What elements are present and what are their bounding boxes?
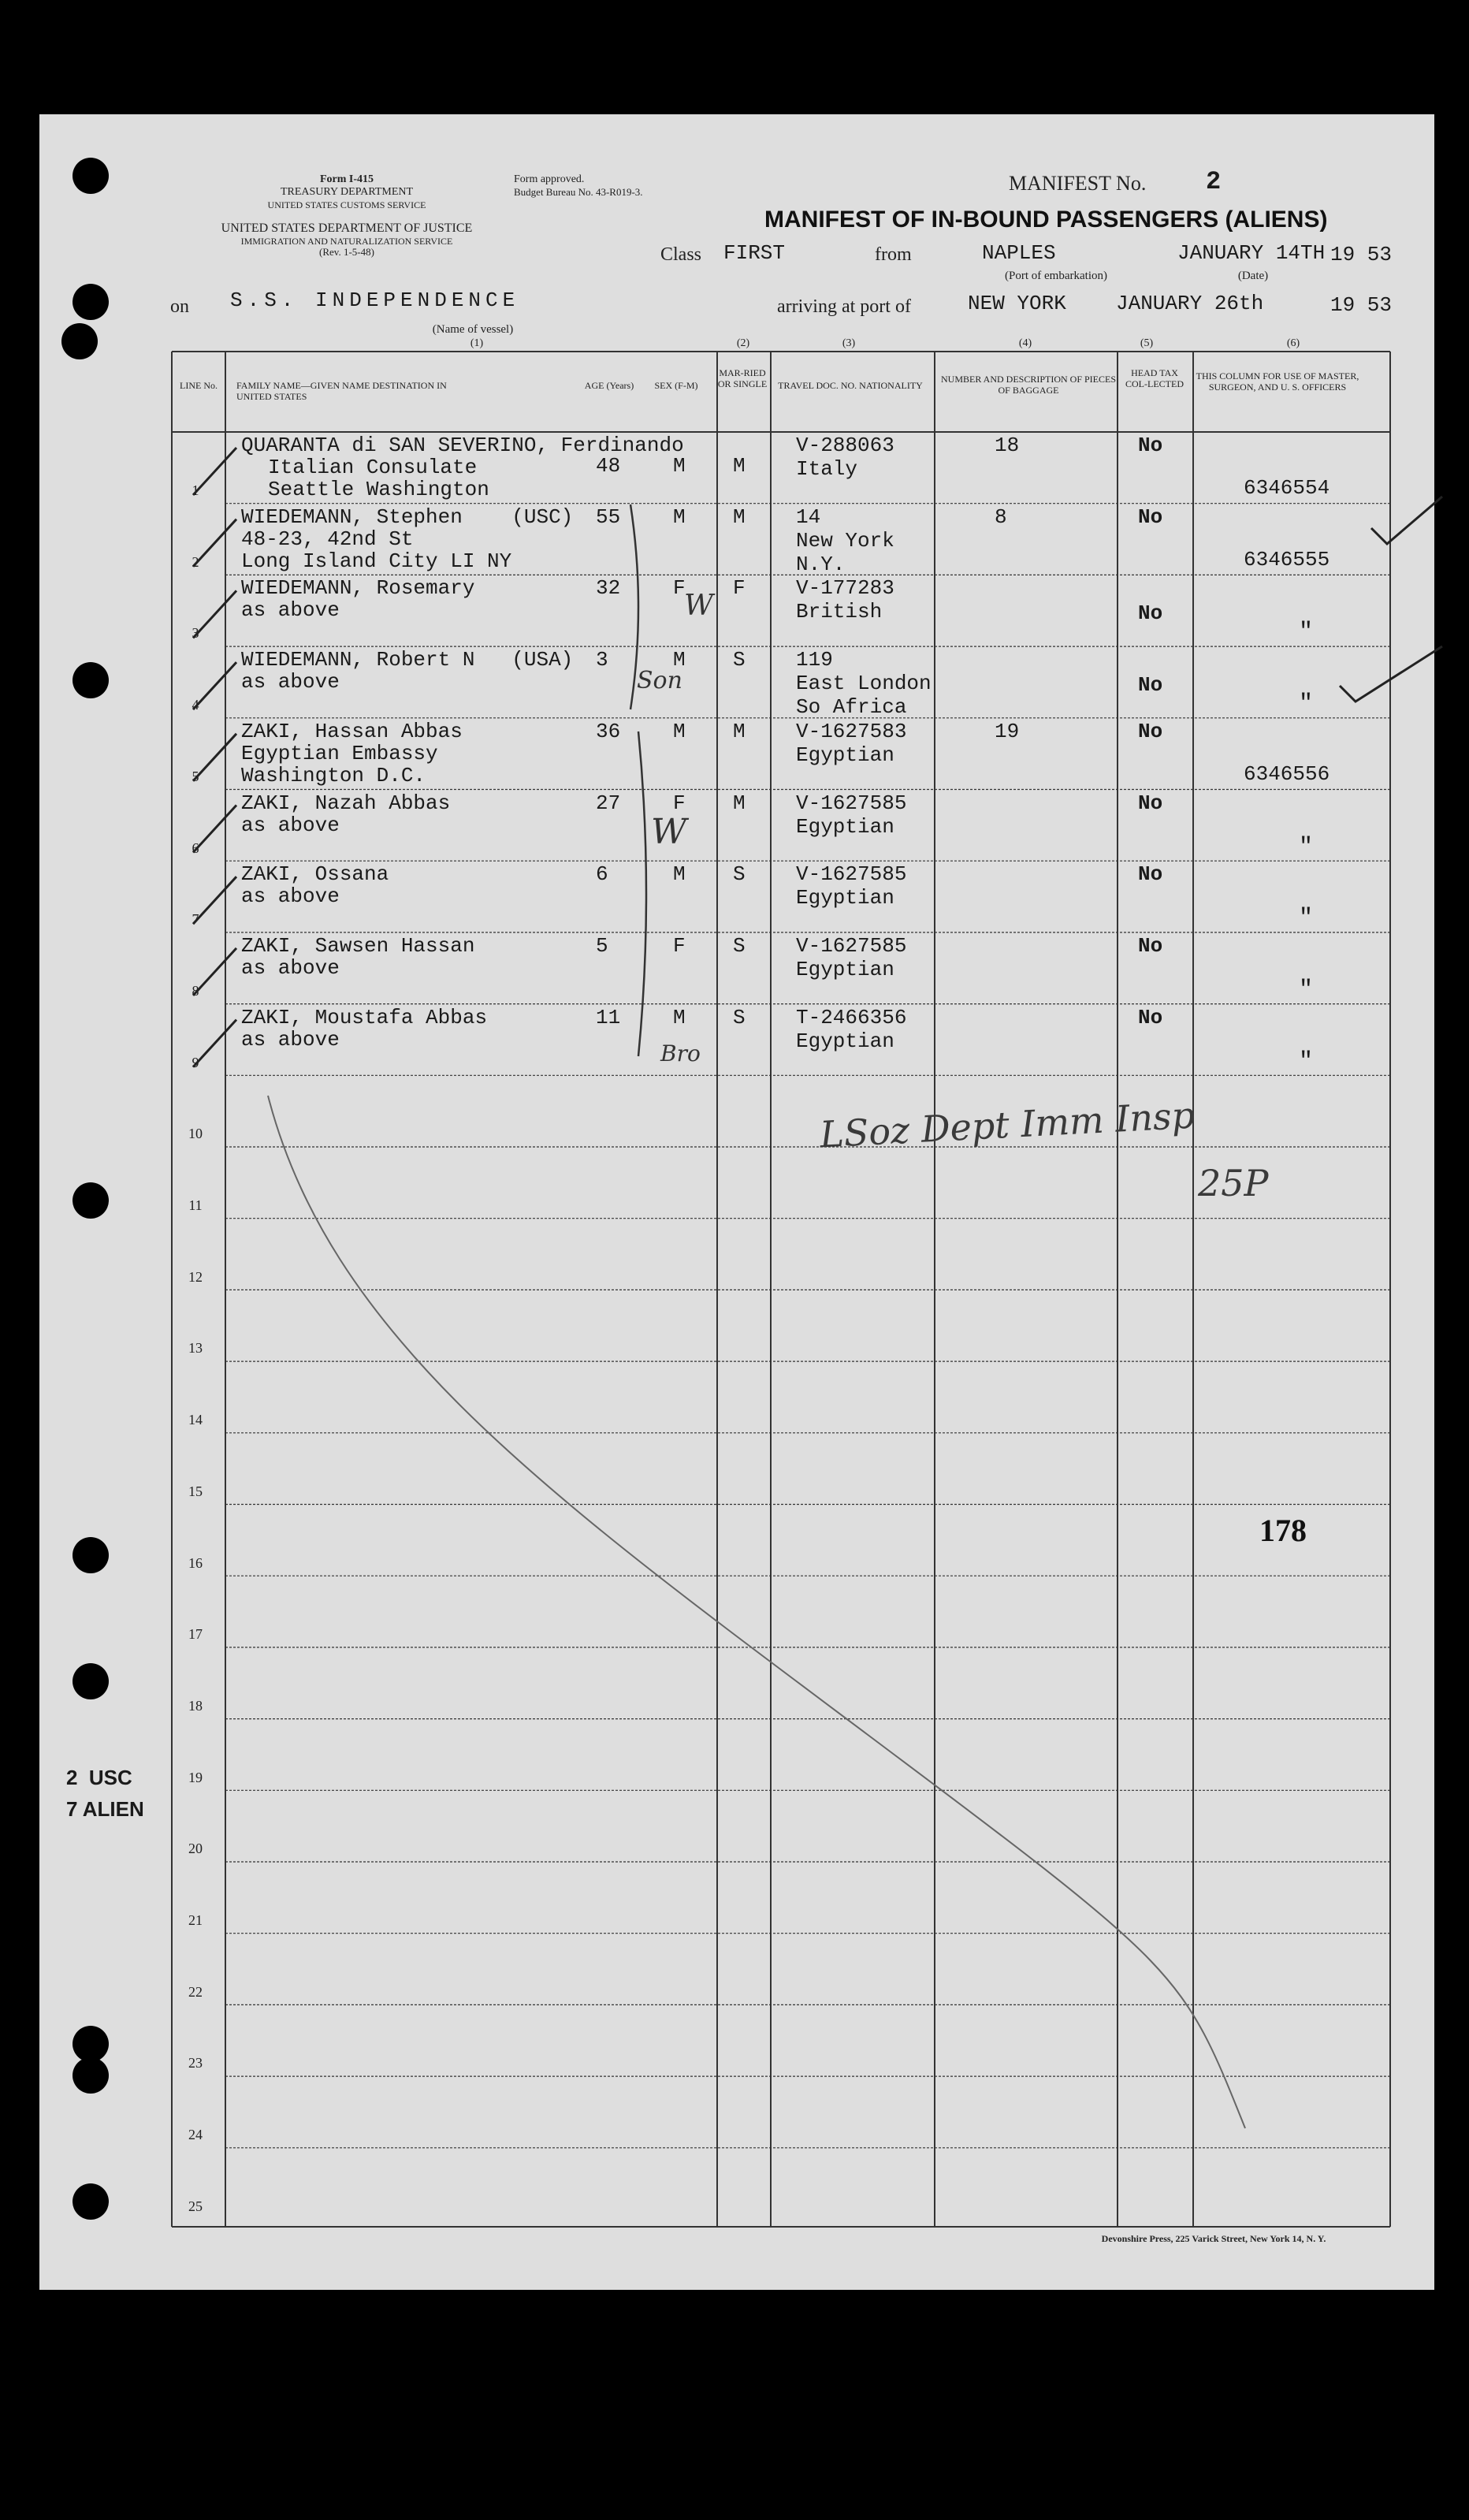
from-value: NAPLES: [982, 241, 1056, 265]
vessel-value: S.S. INDEPENDENCE: [230, 288, 520, 312]
sex-value: M: [673, 454, 686, 478]
travel-doc-line: British: [796, 600, 883, 624]
line-number: 7: [192, 911, 199, 928]
officer-note: 6346556: [1244, 761, 1330, 786]
sex-value: M: [673, 648, 686, 672]
sex-value: M: [673, 504, 686, 529]
travel-doc-line: Egyptian: [796, 886, 894, 910]
passenger-name-line: as above: [241, 670, 340, 694]
officer-note: ": [1299, 833, 1314, 861]
officer-note: ": [1299, 690, 1314, 718]
manifest-no-value: 2: [1206, 167, 1222, 196]
line-number: 2: [192, 553, 199, 570]
passenger-name-line: 48-23, 42nd St: [241, 527, 414, 551]
passenger-name-line: as above: [241, 955, 340, 980]
age-value: 27: [596, 791, 621, 815]
officer-note: 6346555: [1244, 547, 1330, 571]
justice-label: UNITED STATES DEPARTMENT OF JUSTICE: [221, 221, 473, 235]
sex-value: M: [673, 862, 686, 887]
line-number: 21: [188, 1912, 203, 1928]
passenger-name-line: Egyptian Embassy: [241, 741, 438, 765]
head-tax-value: No: [1138, 1005, 1163, 1029]
marital-value: S: [733, 648, 746, 672]
line-number: 17: [188, 1626, 203, 1643]
age-value: 32: [596, 576, 621, 601]
travel-doc-line: V-177283: [796, 576, 894, 601]
travel-doc-line: N.Y.: [796, 552, 846, 576]
travel-doc-line: V-1627585: [796, 791, 907, 815]
travel-doc-line: Egyptian: [796, 957, 894, 981]
marital-value: M: [733, 454, 746, 478]
bracket-mark: [638, 731, 646, 1056]
line-number: 1: [192, 482, 199, 498]
sex-value: M: [673, 1005, 686, 1029]
age-value: 6: [596, 862, 608, 887]
marital-value: S: [733, 862, 746, 887]
from-label: from: [875, 244, 912, 265]
travel-doc-line: 119: [796, 648, 833, 672]
travel-doc-line: So Africa: [796, 695, 907, 720]
travel-doc-line: New York: [796, 528, 894, 553]
port-embarkation-label: (Port of embarkation): [1005, 270, 1107, 282]
line-number: 16: [188, 1554, 203, 1571]
passenger-name-line: ZAKI, Hassan Abbas: [241, 719, 463, 743]
marital-value: M: [733, 791, 746, 815]
marital-value: S: [733, 933, 746, 958]
passenger-name-line: WIEDEMANN, Robert N (USA): [241, 648, 574, 672]
age-value: 55: [596, 504, 621, 529]
line-number: 22: [188, 1983, 203, 2000]
handwritten-bro: Bro: [660, 1040, 701, 1066]
travel-doc-line: V-1627583: [796, 719, 907, 743]
class-label: Class: [660, 244, 702, 265]
class-value: FIRST: [723, 241, 786, 265]
handwritten-w: W: [684, 590, 714, 622]
line-number: 12: [188, 1268, 203, 1285]
pen-stroke: [268, 1093, 1245, 2128]
head-tax-value: No: [1138, 673, 1163, 698]
marital-value: S: [733, 1005, 746, 1029]
age-value: 11: [596, 1005, 621, 1029]
revision-label: (Rev. 1-5-48): [319, 246, 374, 258]
marital-value: F: [733, 576, 746, 601]
line-number: 8: [192, 982, 199, 999]
col-header-travel-doc: TRAVEL DOC. NO. NATIONALITY: [778, 380, 923, 391]
col-header-married: MAR-RIED OR SINGLE: [717, 367, 768, 389]
travel-doc-line: V-1627585: [796, 933, 907, 958]
age-value: 48: [596, 454, 621, 478]
head-tax-value: No: [1138, 434, 1163, 457]
line-number: 6: [192, 839, 199, 856]
marital-value: M: [733, 504, 746, 529]
col-header-officers: THIS COLUMN FOR USE OF MASTER, SURGEON, AND U. S. OFFICERS: [1196, 370, 1359, 393]
passenger-name-line: as above: [241, 1027, 340, 1052]
customs-label: UNITED STATES CUSTOMS SERVICE: [267, 199, 426, 210]
handwritten-son: Son: [637, 667, 682, 694]
age-value: 36: [596, 719, 621, 743]
passenger-name-line: Washington D.C.: [241, 763, 426, 787]
line-number: 13: [188, 1340, 203, 1357]
line-number: 18: [188, 1697, 203, 1714]
form-number: Form I-415: [319, 173, 374, 185]
col-number: (2): [736, 337, 750, 349]
travel-doc-line: Egyptian: [796, 743, 894, 767]
line-number: 4: [192, 697, 199, 713]
passenger-name-line: ZAKI, Moustafa Abbas: [241, 1005, 488, 1029]
col-header-age: AGE (Years): [584, 380, 634, 391]
col-number: (3): [842, 337, 856, 349]
date-year: 19 53: [1330, 243, 1393, 266]
margin-note: 2 USC: [66, 1766, 132, 1789]
page-title: MANIFEST OF IN-BOUND PASSENGERS (ALIENS): [764, 207, 1328, 233]
travel-doc-line: Egyptian: [796, 1029, 894, 1053]
head-tax-value: No: [1138, 791, 1163, 815]
sex-value: F: [673, 791, 686, 815]
line-number: 23: [188, 2055, 203, 2071]
arriving-year: 19 53: [1330, 293, 1393, 317]
line-number: 10: [188, 1126, 203, 1142]
date-label: (Date): [1237, 270, 1269, 282]
passenger-name-line: as above: [241, 813, 340, 837]
treasury-label: TREASURY DEPARTMENT: [280, 186, 414, 198]
col-header-sex: SEX (F-M): [654, 380, 698, 391]
date-value: JANUARY 14TH: [1177, 241, 1326, 265]
officer-note: ": [1299, 619, 1314, 646]
col-number: (6): [1286, 337, 1300, 349]
officer-note: ": [1299, 1048, 1314, 1075]
margin-note: 7 ALIEN: [66, 1797, 144, 1821]
travel-doc-line: East London: [796, 672, 932, 696]
budget-bureau: Budget Bureau No. 43-R019-3.: [514, 186, 643, 198]
passenger-name-line: Seattle Washington: [268, 478, 489, 501]
passenger-name-line: WIEDEMANN, Rosemary: [241, 576, 475, 601]
sex-value: F: [673, 933, 686, 958]
inspector-signature-sub: 25P: [1198, 1162, 1269, 1204]
form-approved: Form approved.: [514, 173, 585, 185]
passenger-name-line: ZAKI, Ossana: [241, 862, 389, 887]
col-number: (1): [470, 337, 484, 349]
col-header-name: FAMILY NAME—GIVEN NAME DESTINATION IN UNITED STATES: [236, 380, 447, 402]
arriving-port: NEW YORK: [968, 292, 1066, 315]
line-number: 25: [188, 2198, 203, 2214]
passenger-name-line: QUARANTA di SAN SEVERINO, Ferdinando: [241, 434, 684, 457]
on-label: on: [170, 296, 189, 317]
passenger-name-line: Italian Consulate: [268, 456, 478, 479]
immigration-label: IMMIGRATION AND NATURALIZATION SERVICE: [240, 236, 453, 247]
col-header-baggage: NUMBER AND DESCRIPTION OF PIECES OF BAGGAGE: [940, 374, 1117, 396]
line-number: 11: [188, 1197, 203, 1213]
baggage-value: 19: [995, 719, 1020, 743]
travel-doc-line: V-1627585: [796, 862, 907, 887]
head-tax-value: No: [1138, 601, 1163, 626]
baggage-value: 18: [995, 434, 1020, 457]
officer-note: 6346554: [1244, 476, 1330, 500]
col-header-head-tax: HEAD TAX COL-LECTED: [1125, 367, 1184, 389]
stamp-number: 178: [1259, 1513, 1307, 1548]
travel-doc-line: Italy: [796, 457, 858, 481]
travel-doc-line: V-288063: [796, 434, 894, 457]
col-header-line: LINE No.: [180, 380, 218, 391]
passenger-name-line: Long Island City LI NY: [241, 549, 512, 573]
passenger-name-line: as above: [241, 884, 340, 909]
passenger-name-line: ZAKI, Nazah Abbas: [241, 791, 451, 815]
inspector-signature: LSoz Dept Imm Insp: [818, 1093, 1196, 1156]
arriving-date: JANUARY 26th: [1116, 292, 1264, 315]
travel-doc-line: Egyptian: [796, 814, 894, 839]
travel-doc-line: 14: [796, 504, 821, 529]
printer-imprint: Devonshire Press, 225 Varick Street, New York 14, N. Y.: [1101, 2233, 1326, 2244]
vessel-label: (Name of vessel): [432, 323, 514, 336]
line-number: 3: [192, 625, 199, 642]
age-value: 5: [596, 933, 608, 958]
line-number: 9: [192, 1054, 199, 1070]
passenger-name-line: WIEDEMANN, Stephen (USC): [241, 504, 574, 529]
head-tax-value: No: [1138, 933, 1163, 958]
col-number: (4): [1018, 337, 1032, 349]
sex-value: F: [673, 576, 686, 601]
passenger-name-line: as above: [241, 598, 340, 623]
line-number: 14: [188, 1412, 203, 1428]
line-number: 15: [188, 1483, 203, 1499]
head-tax-value: No: [1138, 862, 1163, 887]
line-number: 24: [188, 2127, 203, 2143]
line-number: 20: [188, 1841, 203, 1857]
travel-doc-line: T-2466356: [796, 1005, 907, 1029]
age-value: 3: [596, 648, 608, 672]
arriving-label: arriving at port of: [777, 296, 911, 317]
manifest-no-label: MANIFEST No.: [1009, 172, 1147, 195]
line-number: 5: [192, 768, 199, 784]
officer-note: ": [1299, 976, 1314, 1003]
head-tax-value: No: [1138, 719, 1163, 743]
handwritten-w: W: [651, 812, 687, 852]
marital-value: M: [733, 719, 746, 743]
line-number: 19: [188, 1769, 203, 1785]
officer-note: ": [1299, 905, 1314, 932]
passenger-name-line: ZAKI, Sawsen Hassan: [241, 933, 475, 958]
baggage-value: 8: [995, 504, 1007, 529]
sex-value: M: [673, 719, 686, 743]
col-number: (5): [1140, 337, 1154, 349]
head-tax-value: No: [1138, 504, 1163, 529]
